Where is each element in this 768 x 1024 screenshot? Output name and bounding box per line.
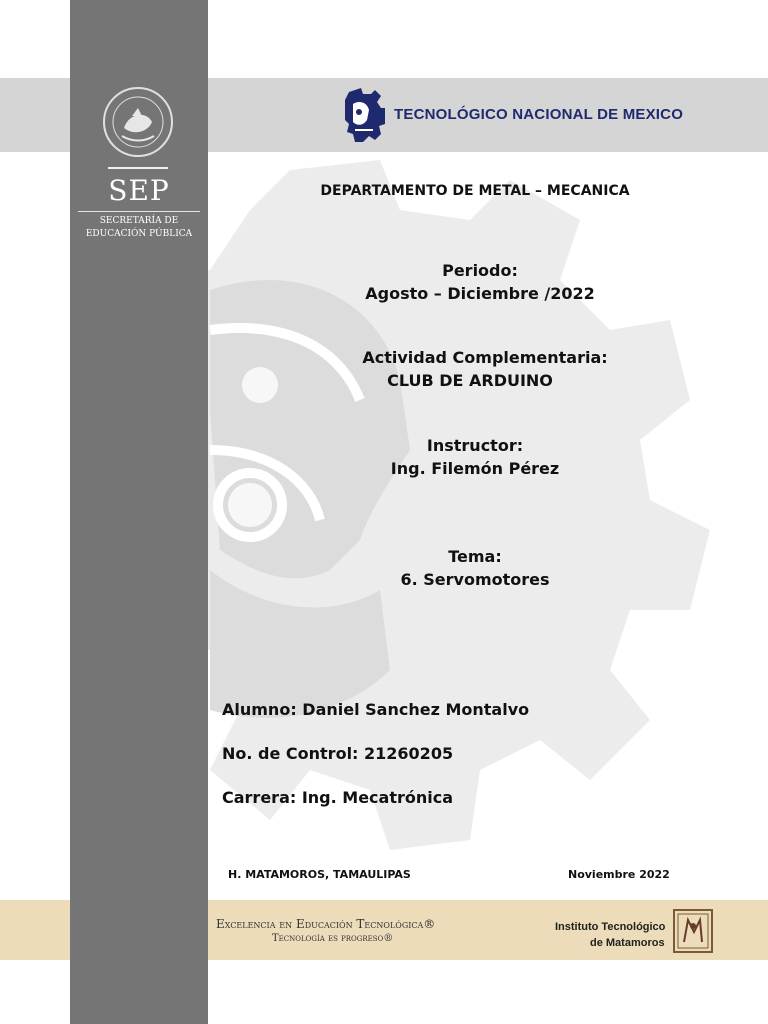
period-value: Agosto – Diciembre /2022 xyxy=(365,284,595,303)
motto-line-2: Tecnología es progreso® xyxy=(272,933,394,944)
institution-name: TECNOLÓGICO NACIONAL DE MEXICO xyxy=(394,106,684,123)
sep-top-line xyxy=(108,167,168,169)
activity-block xyxy=(330,346,640,392)
topic-block xyxy=(370,545,580,591)
activity-label: Actividad Complementaria: xyxy=(362,348,608,367)
itm-logo-icon xyxy=(672,908,714,954)
period-label: Periodo: xyxy=(442,261,518,280)
date: Noviembre 2022 xyxy=(568,868,670,881)
place: H. MATAMOROS, TAMAULIPAS xyxy=(228,868,411,881)
topic-label: Tema: xyxy=(448,547,502,566)
control-number: No. de Control: 21260205 xyxy=(222,744,454,763)
mexico-seal-icon xyxy=(102,86,174,158)
instructor-block xyxy=(360,434,590,480)
sep-divider xyxy=(78,211,200,212)
motto-line-1: Excelencia en Educación Tecnológica® xyxy=(216,917,436,931)
institute-name-line-1: Instituto Tecnológico xyxy=(555,921,666,933)
career: Carrera: Ing. Mecatrónica xyxy=(222,788,454,807)
period-block xyxy=(340,259,620,305)
sep-acronym: SEP xyxy=(108,174,170,207)
sep-subtitle-2: EDUCACIÓN PÚBLICA xyxy=(85,229,193,239)
instructor-label: Instructor: xyxy=(426,436,524,455)
tecnm-logo-icon xyxy=(345,86,385,146)
sep-subtitle-1: SECRETARÍA DE xyxy=(99,216,179,226)
institute-name-line-2: de Matamoros xyxy=(590,937,665,949)
department-title: DEPARTAMENTO DE METAL – MECANICA xyxy=(320,183,630,199)
instructor-value: Ing. Filemón Pérez xyxy=(390,459,560,478)
student-name: Alumno: Daniel Sanchez Montalvo xyxy=(222,700,530,719)
activity-value: CLUB DE ARDUINO xyxy=(387,371,553,390)
topic-value: 6. Servomotores xyxy=(400,570,550,589)
